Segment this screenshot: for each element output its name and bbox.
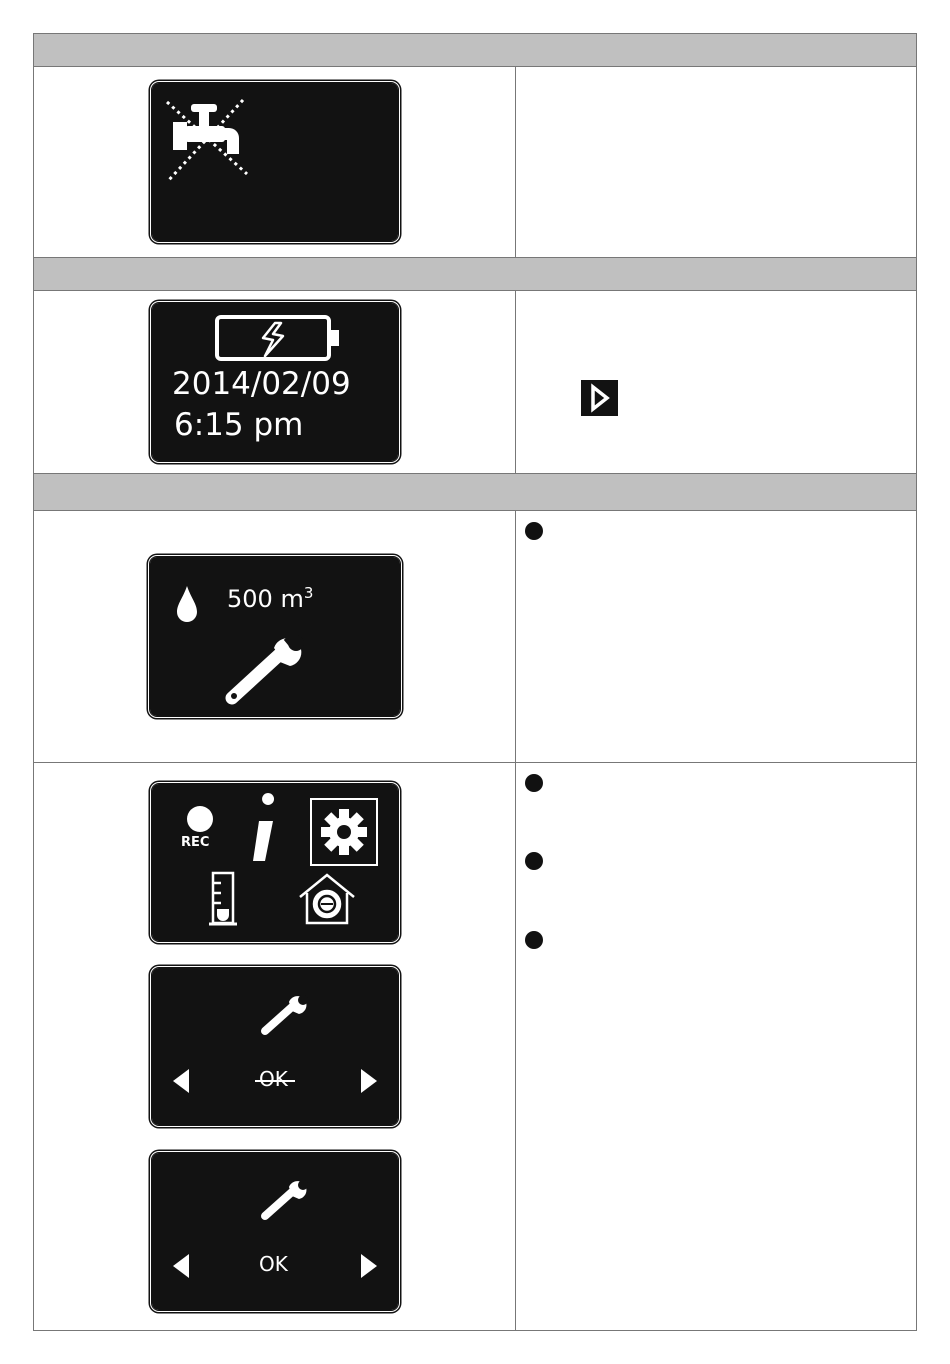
date-text: 2014/02/09	[172, 366, 351, 402]
bullet-icon	[525, 522, 543, 540]
wrench-icon	[153, 560, 403, 719]
bullet-icon	[525, 931, 543, 949]
arrow-left-icon[interactable]	[173, 1069, 189, 1093]
info-icon[interactable]	[253, 793, 274, 861]
tap-crossed-icon	[155, 86, 395, 238]
row-4-right	[515, 762, 917, 1331]
volume-value: 500 m	[227, 585, 304, 613]
arrow-right-icon[interactable]	[361, 1254, 377, 1278]
volume-unit-sup: 3	[303, 584, 314, 602]
thermometer-icon[interactable]	[209, 873, 237, 924]
header-band-2	[33, 257, 917, 291]
ok-label-enabled: OK	[259, 1252, 288, 1276]
row-2-right	[515, 290, 917, 474]
rec-icon[interactable]	[187, 806, 213, 832]
lcd-maintenance-screen	[150, 557, 400, 716]
row-3-right	[515, 510, 917, 763]
house-meter-icon[interactable]	[300, 875, 354, 923]
bullet-icon	[525, 852, 543, 870]
lcd-confirm-enabled-screen	[152, 1153, 398, 1310]
header-band-3	[33, 473, 917, 511]
battery-charging-icon	[155, 306, 395, 366]
header-band-1	[33, 33, 917, 67]
row-1-right	[515, 66, 917, 258]
lcd-battery-screen	[152, 303, 398, 461]
wrench-icon	[265, 1180, 308, 1216]
arrow-left-icon[interactable]	[173, 1254, 189, 1278]
rec-label: REC	[181, 835, 210, 850]
arrow-right-icon[interactable]	[361, 1069, 377, 1093]
gear-icon[interactable]	[321, 809, 367, 855]
lcd-no-water-screen	[152, 83, 398, 241]
play-button-icon[interactable]	[581, 380, 618, 416]
lcd-menu-screen	[152, 784, 398, 941]
time-text: 6:15 pm	[174, 407, 304, 443]
bullet-icon	[525, 774, 543, 792]
lcd-confirm-disabled-screen	[152, 968, 398, 1125]
ok-label-disabled: OK	[259, 1067, 288, 1091]
wrench-icon	[265, 995, 308, 1031]
